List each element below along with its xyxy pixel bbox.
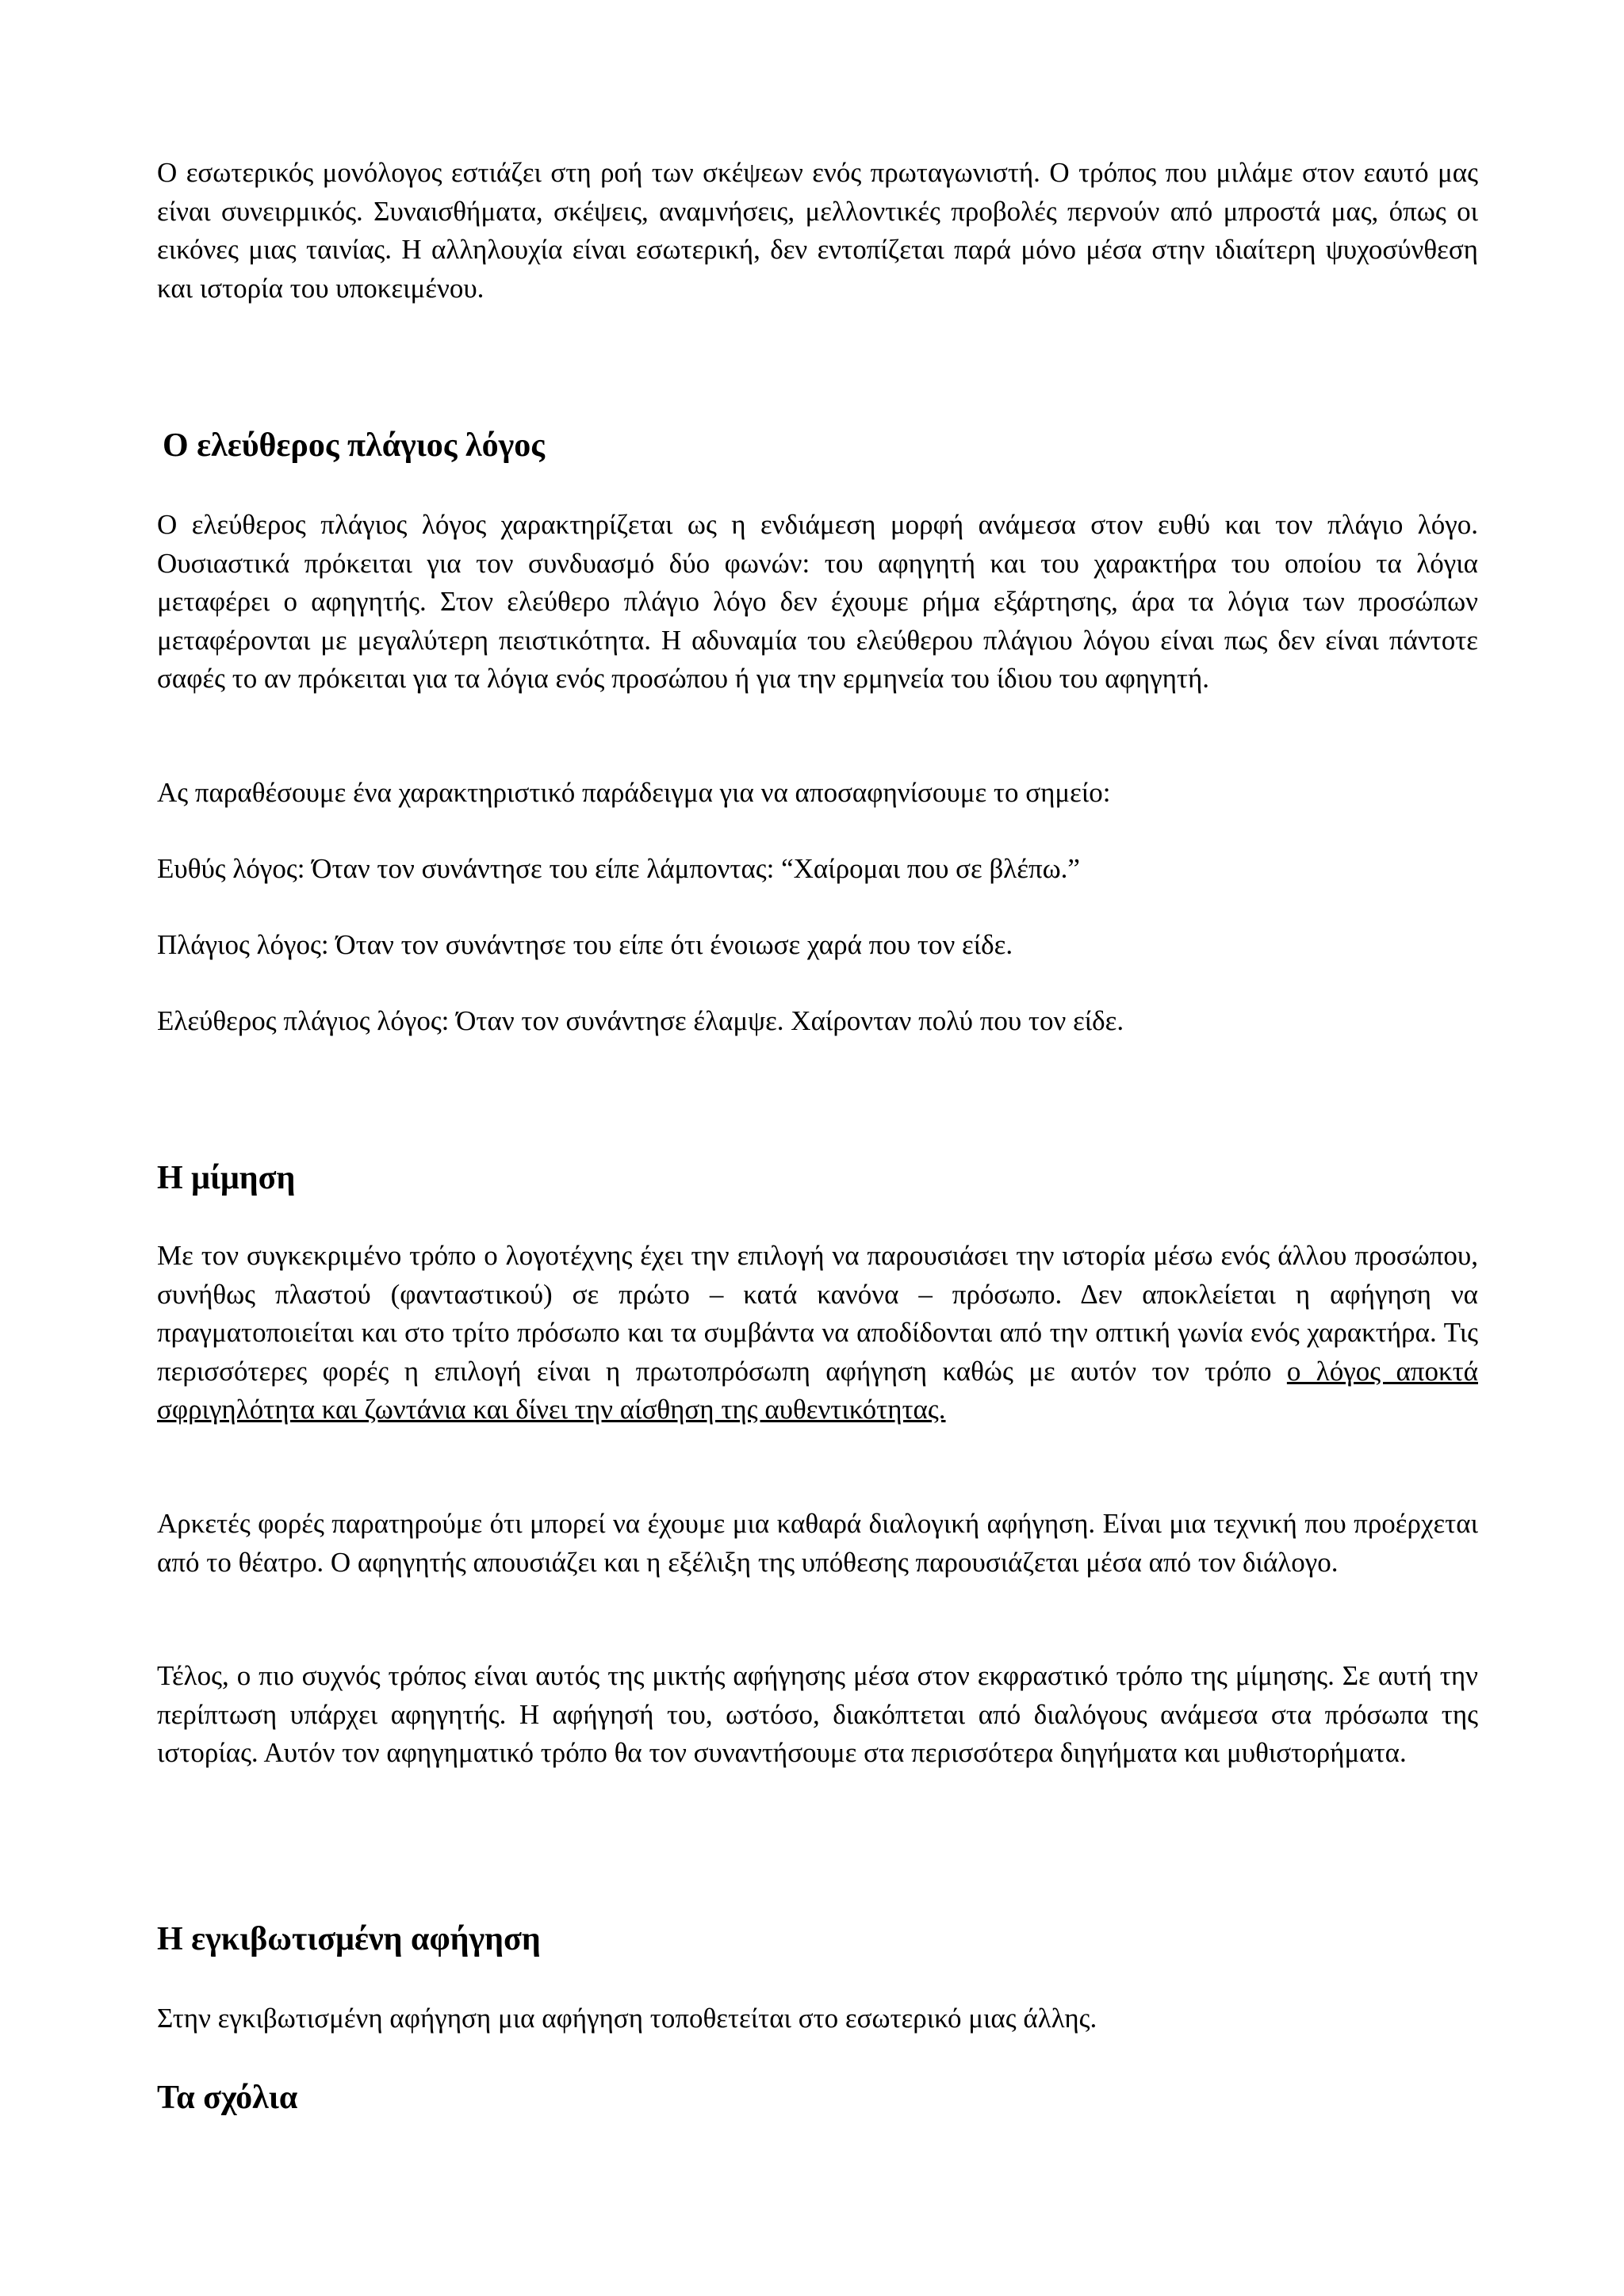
mimesis-paragraph-1-text: Με τον συγκεκριμένο τρόπο ο λογοτέχνης έχει την επιλογή να παρουσιάσει την ιστορία μέσω ενός άλλου προσώπου, συνήθως πλαστού (φανταστικού) σε πρώτο – κατά κανόνα – πρόσωπο. Δεν αποκλείεται η αφήγηση να πραγματοποιείται και στο τρίτο πρόσωπο και τα συμβάντα να αποδίδονται από την οπτική γωνία ενός χαρακτήρα. Τις περισσότερες φορές η επιλογή είναι η πρωτοπρόσωπη αφήγηση καθώς με αυτόν τον τρόπο <box>157 1240 1478 1387</box>
example-free-indirect-block <box>157 1002 1478 1041</box>
intro-paragraph: Ο εσωτερικός μονόλογος εστιάζει στη ροή των σκέψεων ενός πρωταγωνιστή. Ο τρόπος που μιλάμε στον εαυτό μας είναι συνειρμικός. Συναισθήματα, σκέψεις, αναμνήσεις, μελλοντικές προβολές περνούν από μπροστά μας, όπως οι εικόνες μιας ταινίας. Η αλληλουχία είναι εσωτερική, δεν εντοπίζεται παρά μόνο μέσα στην ιδιαίτερη ψυχοσύνθεση και ιστορία του υποκειμένου. <box>157 157 1478 304</box>
section-heading-free-indirect: Ο ελεύθερος πλάγιος λόγος <box>163 427 546 464</box>
mimesis-paragraph-3: Τέλος, ο πιο συχνός τρόπος είναι αυτός της μικτής αφήγησης μέσα στον εκφραστικό τρόπο της μίμησης. Σε αυτή την περίπτωση υπάρχει αφηγητής. Η αφήγησή του, ωστόσο, διακόπτεται από διαλόγους ανάμεσα στα πρόσωπα της ιστορίας. Αυτόν τον αφηγηματικό τρόπο θα τον συναντήσουμε στα περισσότερα διηγήματα και μυθιστορήματα. <box>157 1660 1478 1768</box>
embedded-paragraph-block <box>157 1999 1478 2038</box>
mimesis-heading-block <box>157 1158 1478 1199</box>
example-direct-speech: Ευθύς λόγος: Όταν τον συνάντησε του είπε λάμποντας: “Χαίρομαι που σε βλέπω.” <box>157 853 1080 884</box>
section-heading-mimesis: Η μίμηση <box>157 1160 296 1196</box>
example-indirect-block <box>157 926 1478 965</box>
mimesis-paragraph-3-block <box>157 1657 1478 1773</box>
embedded-heading-block <box>157 1919 1478 1960</box>
section-heading-comments: Τα σχόλια <box>157 2080 298 2116</box>
free-indirect-paragraph: Ο ελεύθερος πλάγιος λόγος χαρακτηρίζεται ως η ενδιάμεση μορφή ανάμεσα στον ευθύ και τον πλάγιο λόγο. Ουσιαστικά πρόκειται για τον συνδυασμό δύο φωνών: του αφηγητή και του χαρακτήρα του οποίου τα λόγια μεταφέρει ο αφηγητής. Στον ελεύθερο πλάγιο λόγο δεν έχουμε ρήμα εξάρτησης, άρα τα λόγια των προσώπων μεταφέρονται με μεγαλύτερη πειστικότητα. Η αδυναμία του ελεύθερου πλάγιου λόγου είναι πως δεν είναι πάντοτε σαφές το αν πρόκειται για τα λόγια ενός προσώπου ή για την ερμηνεία του ίδιου του αφηγητή. <box>157 509 1478 694</box>
intro-paragraph-block <box>157 154 1478 308</box>
example-direct-block <box>157 850 1478 889</box>
mimesis-paragraph-1-block <box>157 1237 1478 1429</box>
example-intro-block <box>157 774 1478 813</box>
example-indirect-speech: Πλάγιος λόγος: Όταν τον συνάντησε του είπε ότι ένοιωσε χαρά που τον είδε. <box>157 929 1013 960</box>
example-intro: Ας παραθέσουμε ένα χαρακτηριστικό παράδειγμα για να αποσαφηνίσουμε το σημείο: <box>157 777 1111 808</box>
example-free-indirect-speech: Ελεύθερος πλάγιος λόγος: Όταν τον συνάντησε έλαμψε. Χαίρονταν πολύ που τον είδε. <box>157 1005 1124 1036</box>
mimesis-paragraph-1-underlined-text: ο λόγος αποκτά σφριγηλότητα και ζωντάνια και δίνει την αίσθηση της αυθεντικότητας. <box>157 1355 1478 1425</box>
mimesis-paragraph-1 <box>157 1237 1478 1429</box>
section-heading-embedded-narration: Η εγκιβωτισμένη αφήγηση <box>157 1921 541 1957</box>
mimesis-paragraph-2-block <box>157 1505 1478 1582</box>
embedded-narration-paragraph: Στην εγκιβωτισμένη αφήγηση μια αφήγηση τοποθετείται στο εσωτερικό μιας άλλης. <box>157 2003 1097 2034</box>
comments-heading-block <box>157 2077 1478 2118</box>
free-indirect-paragraph-block <box>157 506 1478 698</box>
mimesis-paragraph-2: Αρκετές φορές παρατηρούμε ότι μπορεί να έχουμε μια καθαρά διαλογική αφήγηση. Είναι μια τεχνική που προέρχεται από το θέατρο. Ο αφηγητής απουσιάζει και η εξέλιξη της υπόθεσης παρουσιάζεται μέσα από τον διάλογο. <box>157 1508 1478 1578</box>
free-indirect-heading-block <box>163 425 1484 466</box>
